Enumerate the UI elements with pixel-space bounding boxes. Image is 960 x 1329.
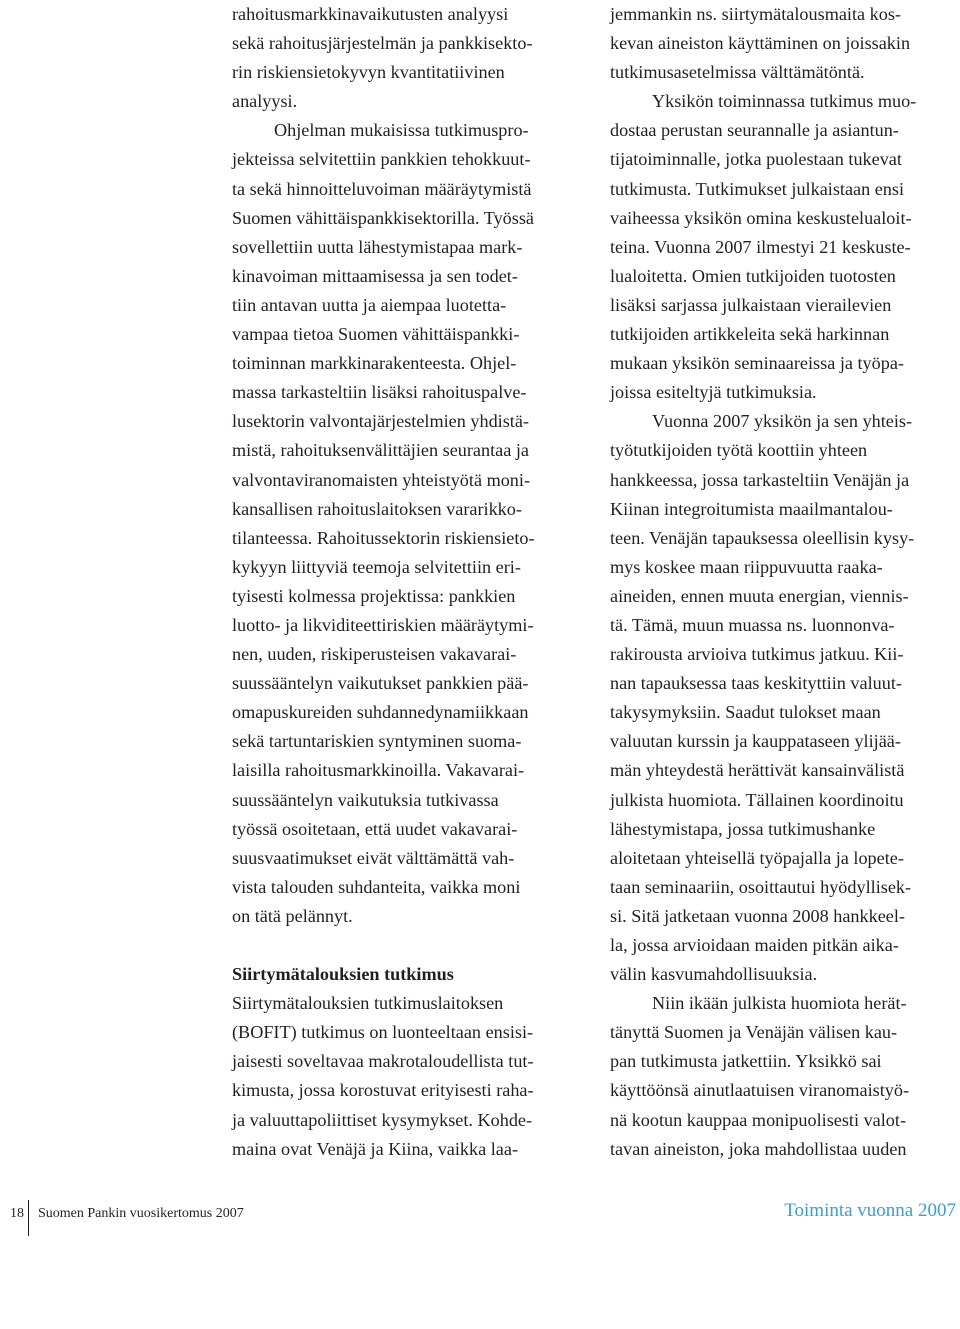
right-column [610,0,916,1164]
text-line: taan seminaariin, osoittautui hyödyllisek- [610,876,912,897]
text-line: sekä rahoitusjärjestelmän ja pankkisekto- [232,33,533,54]
text-line: jekteissa selvitettiin pankkien tehokkuut- [232,149,531,170]
text-line: kykyyn liittyviä teemoja selvitettiin eri- [232,556,521,577]
text-line: nan tapauksessa taas keskityttiin valuut- [610,673,902,694]
text-line: julkista huomiota. Tällainen koordinoitu [610,789,904,810]
page-number: 18 [10,1206,24,1221]
text-line: Ohjelman mukaisissa tutkimuspro- [274,120,529,141]
text-line: ta sekä hinnoitteluvoiman määräytymistä [232,178,532,199]
left-column [232,0,535,1164]
text-line: tiin antavan uutta ja aiempaa luotetta- [232,294,507,315]
text-line: (BOFIT) tutkimus on luonteeltaan ensisi- [232,1022,534,1043]
page-footer [0,1190,960,1240]
text-line: nen, uuden, riskiperusteisen vakavarai- [232,644,517,665]
text-line: joissa esiteltyjä tutkimuksia. [610,382,817,403]
text-line: mistä, rahoituksenvälittäjien seurantaa ja [232,440,529,461]
paragraph [610,87,916,407]
text-line: työtutkijoiden työtä koottiin yhteen [610,440,868,461]
text-line: valuutan kurssin ja kauppataseen ylijää- [610,731,901,752]
text-line: analyysi. [232,91,298,112]
section-title: Toiminta vuonna 2007 [784,1200,956,1221]
text-line: sovellettiin uutta lähestymistapaa mark- [232,236,523,257]
text-line: työssä osoitetaan, että uudet vakavarai- [232,818,518,839]
text-line: suusvaatimukset eivät välttämättä vah- [232,847,515,868]
text-line: rahoitusmarkkinavaikutusten analyysi [232,4,509,24]
section-heading: Siirtymätalouksien tutkimus [232,964,454,985]
text-line: tänyttä Suomen ja Venäjän välisen kau- [610,1022,898,1043]
footer-divider [28,1200,29,1236]
text-line: Siirtymätalouksien tutkimuslaitoksen [232,993,504,1014]
text-line: välin kasvumahdollisuuksia. [610,964,818,985]
text-line: massa tarkasteltiin lisäksi rahoituspalve- [232,382,527,403]
text-line: omapuskureiden suhdannedynamiikkaan [232,702,529,723]
text-line: tä. Tämä, muun muassa ns. luonnonva- [610,614,895,635]
text-line: on tätä pelännyt. [232,905,353,926]
text-line: dostaa perustan seurannalle ja asiantun- [610,120,899,141]
paragraph [232,116,535,931]
text-line: tijatoiminnalle, jotka puolestaan tukevat [610,149,902,170]
text-line: tilanteessa. Rahoitussektorin riskiensieto- [232,527,535,548]
text-line: aloitetaan yhteisellä työpajalla ja lopete- [610,847,904,868]
paragraph-gap [232,931,535,960]
paragraph [610,0,916,87]
text-line: tyisesti kolmessa projektissa: pankkien [232,585,516,606]
text-line: takysymyksiin. Saadut tulokset maan [610,702,881,723]
text-line: kansallisen rahoituslaitoksen vararikko- [232,498,522,519]
text-line: teen. Venäjän tapauksessa oleellisin kysy- [610,527,915,548]
text-line: pan tutkimusta jatkettiin. Yksikkö sai [610,1051,882,1072]
text-line: kimusta, jossa korostuvat erityisesti raha- [232,1080,534,1101]
text-line: Yksikön toiminnassa tutkimus muo- [652,91,917,112]
text-line: lähestymistapa, jossa tutkimushanke [610,818,876,839]
text-line: sekä tartuntariskien syntyminen suoma- [232,731,522,752]
text-line: tutkijoiden artikkeleita sekä harkinnan [610,324,890,345]
text-line: vaiheessa yksikön omina keskustelualoit- [610,207,912,228]
text-line: Kiinan integroitumista maailmantalou- [610,498,893,519]
text-line: kinavoiman mittaamisessa ja sen todet- [232,265,518,286]
text-line: nä kootun kauppaa monipuolisesti valot- [610,1109,906,1130]
text-line: luotto- ja likviditeettiriskien määräytymi- [232,614,534,635]
text-line: män yhteydestä herättivät kansainvälistä [610,760,905,781]
text-line: toiminnan markkinarakenteesta. Ohjel- [232,353,517,374]
text-line: lisäksi sarjassa julkaistaan vierailevien [610,294,892,315]
text-line: tutkimusta. Tutkimukset julkaistaan ensi [610,178,905,199]
text-line: ja valuuttapoliittiset kysymykset. Kohde- [232,1109,533,1130]
publication-title: Suomen Pankin vuosikertomus 2007 [38,1206,244,1221]
paragraph [232,989,535,1164]
text-line: aineiden, ennen muuta energian, viennis- [610,585,909,606]
text-line: Suomen vähittäispankkisektorilla. Työssä [232,207,534,228]
text-line: jemmankin ns. siirtymätalousmaita kos- [610,4,901,24]
text-line: mys koskee maan riippuvuutta raaka- [610,556,883,577]
text-line: vampaa tietoa Suomen vähittäispankki- [232,324,520,345]
text-line: Vuonna 2007 yksikön ja sen yhteis- [652,411,913,432]
text-line: laisilla rahoitusmarkkinoilla. Vakavarai- [232,760,525,781]
text-line: vista talouden suhdanteita, vaikka moni [232,876,521,897]
text-line: käyttöönsä ainutlaatuisen viranomaistyö- [610,1080,910,1101]
text-line: mukaan yksikön seminaareissa ja työpa- [610,353,904,374]
text-line: tavan aineiston, joka mahdollistaa uuden [610,1138,907,1159]
text-line: suussääntelyn vaikutuksia tutkivassa [232,789,499,810]
text-line: la, jossa arvioidaan maiden pitkän aika- [610,935,899,955]
text-line: maina ovat Venäjä ja Kiina, vaikka laa- [232,1138,518,1159]
text-line: hankkeessa, jossa tarkasteltiin Venäjän ja [610,469,910,490]
text-line: Niin ikään julkista huomiota herät- [652,993,907,1014]
text-line: rakirousta arvioiva tutkimus jatkuu. Kii- [610,644,904,665]
text-line: rin riskiensietokyvyn kvantitatiivinen [232,62,505,83]
text-line: teina. Vuonna 2007 ilmestyi 21 keskuste- [610,236,911,257]
text-line: lusektorin valvontajärjestelmien yhdistä- [232,411,529,432]
text-line: jaisesti soveltavaa makrotaloudellista tut- [232,1051,534,1072]
paragraph [232,0,535,116]
text-line: si. Sitä jatketaan vuonna 2008 hankkeel- [610,905,905,926]
text-line: tutkimusasetelmissa välttämätöntä. [610,62,865,83]
paragraph [610,989,916,1164]
text-line: suussääntelyn vaikutukset pankkien pää- [232,673,529,694]
text-line: valvontaviranomaisten yhteistyötä moni- [232,469,531,490]
paragraph [610,407,916,989]
text-line: lualoitetta. Omien tutkijoiden tuotosten [610,265,896,286]
text-line: kevan aineiston käyttäminen on joissakin [610,33,911,54]
